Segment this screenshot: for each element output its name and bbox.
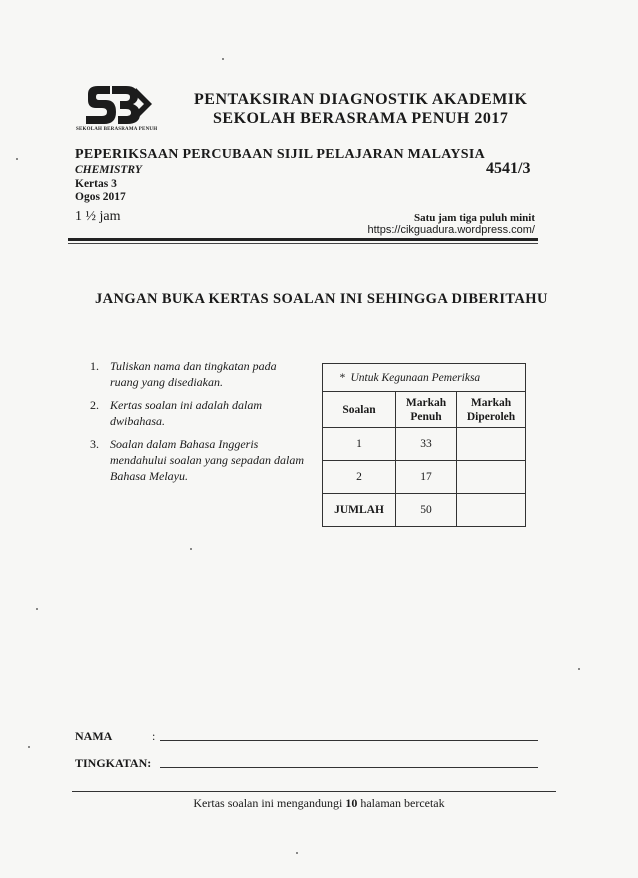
instruction-item xyxy=(90,358,305,390)
footer-suffix: halaman bercetak xyxy=(357,796,445,810)
page-count-note xyxy=(0,796,638,811)
instruction-text: Kertas soalan ini adalah dalam dwibahasa. xyxy=(110,398,263,428)
org-title-line2: SEKOLAH BERASRAMA PENUH 2017 xyxy=(213,110,509,127)
nama-field[interactable] xyxy=(160,740,538,741)
table-title-row xyxy=(323,364,526,392)
source-url: https://cikguadura.wordpress.com/ xyxy=(367,224,535,236)
instruction-item xyxy=(90,397,305,429)
scan-speck xyxy=(222,58,224,60)
subject-name: CHEMISTRY xyxy=(75,164,142,176)
cell-penuh: 50 xyxy=(396,494,457,527)
table-row xyxy=(323,461,526,494)
cell-diperoleh[interactable] xyxy=(457,494,526,527)
examiner-marks-table xyxy=(322,363,526,527)
exam-title: PEPERIKSAAN PERCUBAAN SIJIL PELAJARAN MALAYSIA xyxy=(75,147,486,162)
table-title xyxy=(323,364,526,392)
nama-label: NAMA xyxy=(75,729,113,743)
table-title-text: Untuk Kegunaan Pemeriksa xyxy=(350,371,481,384)
cell-penuh: 17 xyxy=(396,461,457,494)
title-mark: * xyxy=(339,371,345,384)
org-title-line1: PENTAKSIRAN DIAGNOSTIK AKADEMIK xyxy=(194,91,528,108)
scan-speck xyxy=(16,158,18,160)
tingkatan-label: TINGKATAN: xyxy=(75,756,152,770)
header-soalan: Soalan xyxy=(323,392,396,428)
footer-page-count: 10 xyxy=(345,796,358,810)
instruction-number: 3. xyxy=(90,437,99,451)
cell-jumlah: JUMLAH xyxy=(323,494,396,527)
header-markah-penuh: Markah Penuh xyxy=(396,392,457,428)
cell-diperoleh[interactable] xyxy=(457,461,526,494)
header-divider-thick xyxy=(68,238,538,241)
footer-prefix: Kertas soalan ini mengandungi xyxy=(193,796,346,810)
cell-diperoleh[interactable] xyxy=(457,428,526,461)
table-row xyxy=(323,428,526,461)
nama-colon: : xyxy=(152,729,156,743)
cell-soalan: 1 xyxy=(323,428,396,461)
paper-number: Kertas 3 xyxy=(75,178,117,190)
table-row-total xyxy=(323,494,526,527)
warning-notice: JANGAN BUKA KERTAS SOALAN INI SEHINGGA DIBERITAHU xyxy=(95,291,548,307)
paper-code: 4541/3 xyxy=(486,160,531,177)
scan-speck xyxy=(296,852,298,854)
cell-soalan: 2 xyxy=(323,461,396,494)
cell-penuh: 33 xyxy=(396,428,457,461)
instruction-number: 1. xyxy=(90,359,99,373)
instruction-text: Soalan dalam Bahasa Inggeris mendahului soalan yang sepadan dalam Bahasa Melayu. xyxy=(110,437,304,483)
instruction-text: Tuliskan nama dan tingkatan pada ruang yang disediakan. xyxy=(110,359,277,389)
table-header-row xyxy=(323,392,526,428)
instruction-number: 2. xyxy=(90,398,99,412)
logo-caption: SEKOLAH BERASRAMA PENUH xyxy=(76,127,158,132)
footer-divider xyxy=(72,791,556,792)
instruction-list xyxy=(90,358,305,491)
instruction-item xyxy=(90,436,305,484)
scan-speck xyxy=(36,608,38,610)
scan-speck xyxy=(190,548,192,550)
header-markah-diperoleh: Markah Diperoleh xyxy=(457,392,526,428)
scan-speck xyxy=(28,746,30,748)
duration-words: Satu jam tiga puluh minit xyxy=(413,212,535,224)
tingkatan-field[interactable] xyxy=(160,767,538,768)
duration: 1 ½ jam xyxy=(75,209,121,224)
header-divider-thin xyxy=(68,243,538,244)
scan-speck xyxy=(578,668,580,670)
exam-date: Ogos 2017 xyxy=(75,191,126,203)
